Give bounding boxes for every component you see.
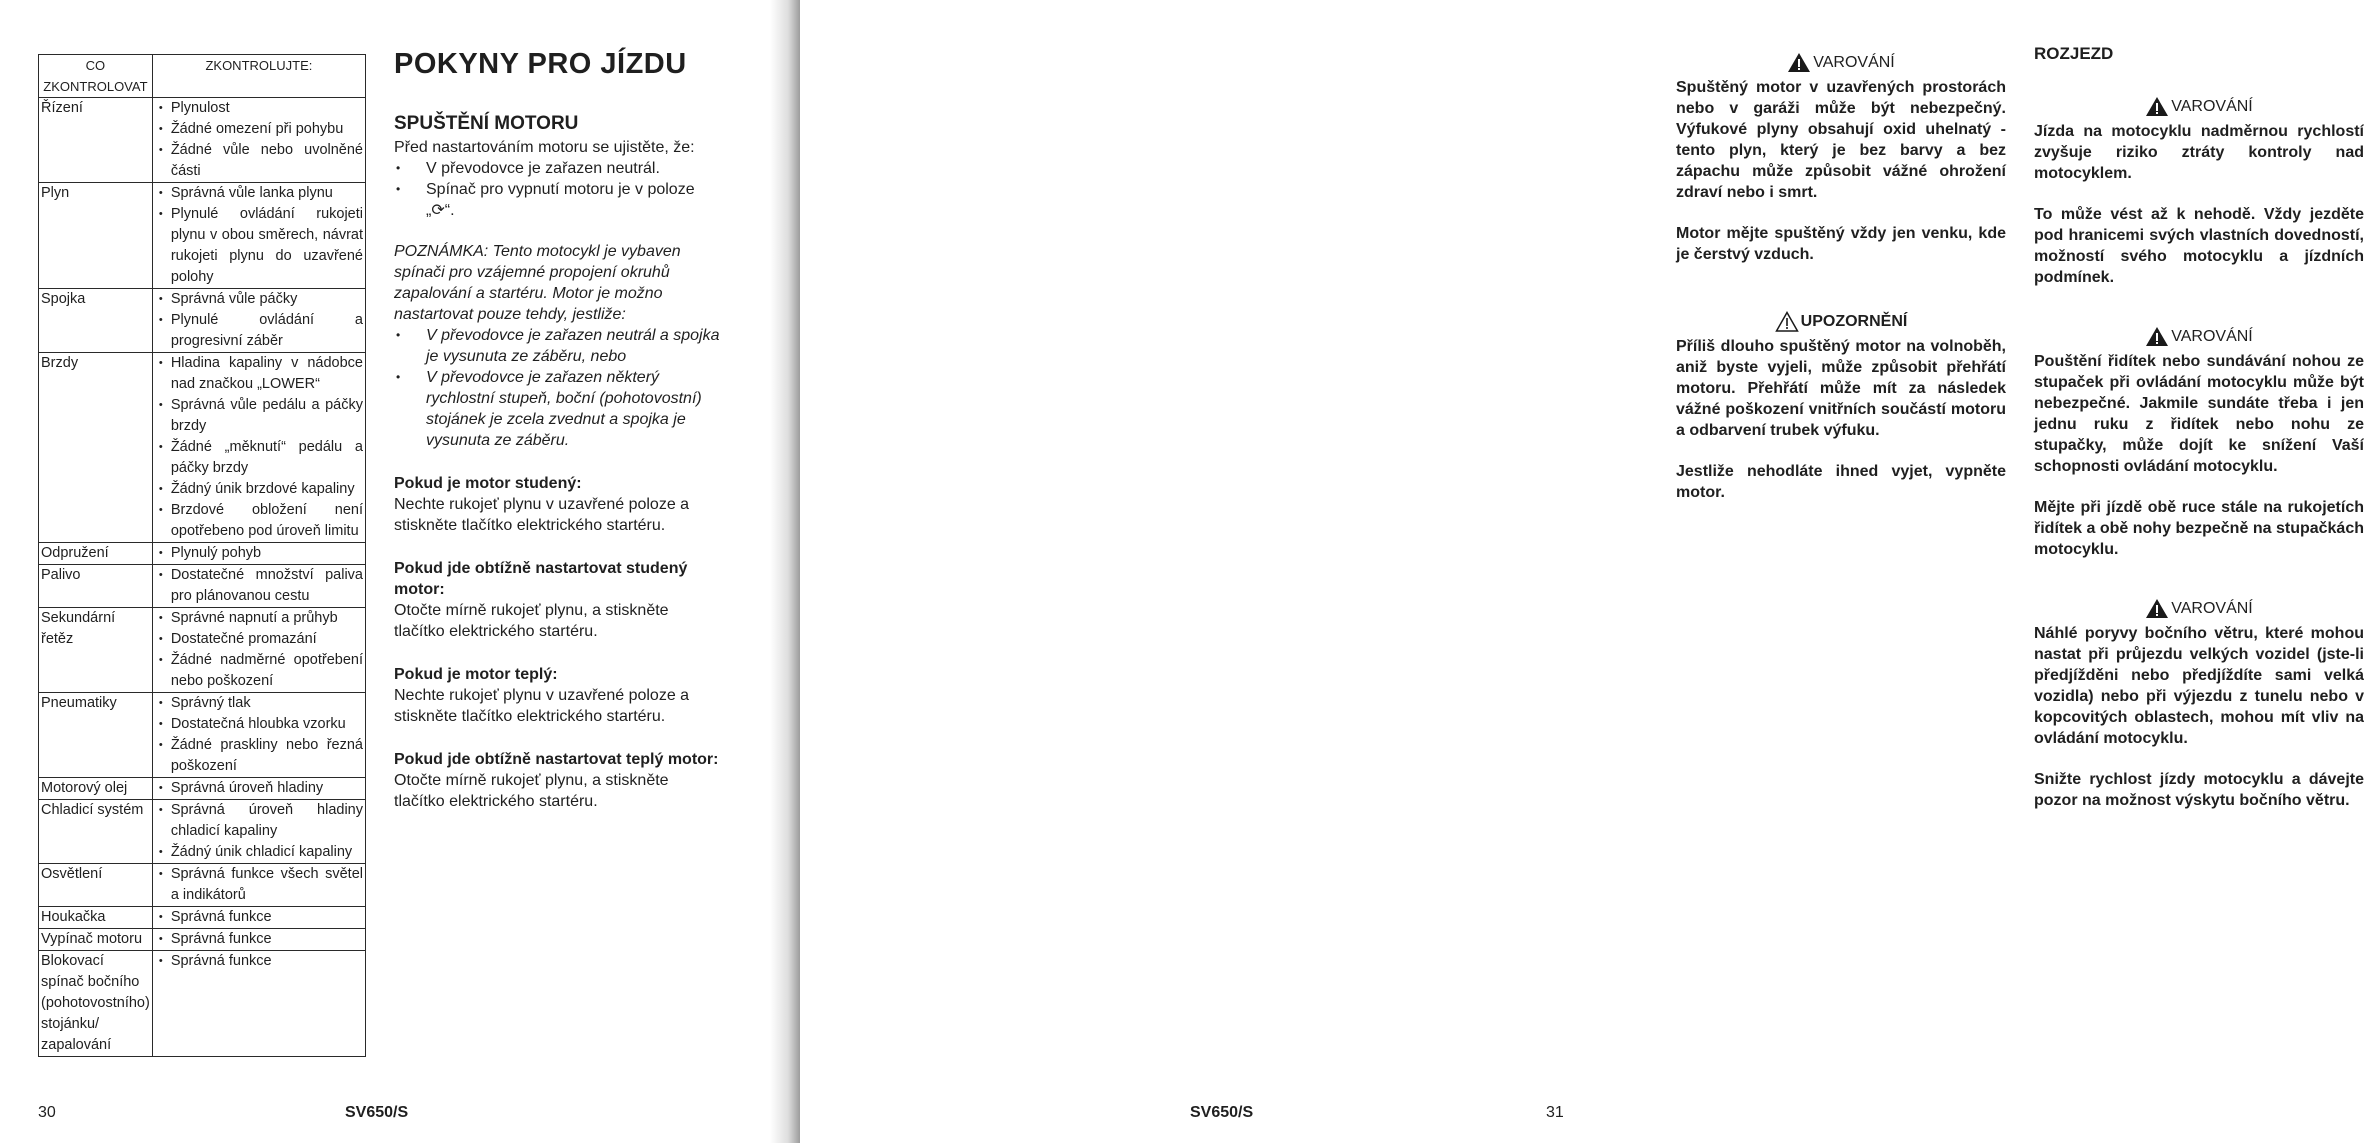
table-row: [39, 800, 366, 864]
criteria-item: • Správná funkce: [155, 907, 363, 928]
warning-column: [1676, 52, 2006, 503]
warning-label: VAROVÁNÍ: [2171, 97, 2253, 115]
warning-header: [1676, 52, 2006, 73]
criteria-item: • Správná funkce všech světel a indikátorů: [155, 864, 363, 906]
list-item: • V převodovce je zařazen některý rychlostní stupeň, boční (pohotovostní) stojánek je zcela zvednut a spojka je vysunuta ze záběru.: [394, 367, 722, 451]
criteria-item: • Žádný únik chladicí kapaliny: [155, 842, 363, 863]
warning-text: Motor mějte spuštěný vždy jen venku, kde je čerstvý vzduch.: [1676, 225, 2006, 263]
criteria-item: • Žádné vůle nebo uvolněné části: [155, 140, 363, 182]
check-criteria: [152, 907, 365, 929]
check-item: Odpružení: [39, 543, 153, 565]
warning-label: VAROVÁNÍ: [1813, 53, 1895, 71]
warning-text: Jízda na motocyklu nadměrnou rychlostí zvyšuje riziko ztráty kontroly nad motocyklem.: [2034, 123, 2364, 182]
page-31: [800, 0, 2364, 1143]
table-header-item: CO ZKONTROLOVAT: [39, 55, 153, 98]
check-item: Motorový olej: [39, 778, 153, 800]
table-row: [39, 183, 366, 289]
criteria-item: • Správná úroveň hladiny: [155, 778, 363, 799]
criteria-item: • Žádné nadměrné opotřebení nebo poškození: [155, 650, 363, 692]
table-header-check: ZKONTROLUJTE:: [152, 55, 365, 98]
warning-label: VAROVÁNÍ: [2171, 327, 2253, 345]
caution-icon: [1775, 311, 1799, 332]
check-criteria: [152, 608, 365, 693]
table-row: [39, 565, 366, 608]
check-criteria: [152, 800, 365, 864]
criteria-list: [155, 693, 363, 777]
criteria-list: [155, 864, 363, 906]
check-item: Vypínač motoru: [39, 929, 153, 951]
warning-icon: [2145, 96, 2169, 117]
model-name-left: SV650/S: [345, 1104, 409, 1121]
model-name-right: SV650/S: [1190, 1104, 1254, 1121]
criteria-list: [155, 800, 363, 863]
table-header-row: [39, 55, 366, 98]
check-criteria: [152, 98, 365, 183]
criteria-item: • Správná funkce: [155, 951, 363, 972]
page-number-left: 30: [38, 1104, 56, 1121]
warning-text: Pouštění řidítek nebo sundávání nohou ze stupaček při ovládání motocyklu může být nebezpečné. Jakmile sundáte třeba i jen jednu ruku z řidítek nebo nohu ze stupačky, může dojít ke snížení Vaší schopnosti ovládání motocyklu.: [2034, 353, 2364, 475]
cold-hard-heading: Pokud jde obtížně nastartovat studený motor:: [394, 560, 688, 598]
criteria-list: [155, 98, 363, 182]
table-row: [39, 929, 366, 951]
criteria-item: • Žádné „měknutí“ pedálu a páčky brzdy: [155, 437, 363, 479]
check-item: Brzdy: [39, 353, 153, 543]
check-criteria: [152, 693, 365, 778]
check-criteria: [152, 565, 365, 608]
warning-text: Snižte rychlost jízdy motocyklu a dávejte pozor na možnost výskytu bočního větru.: [2034, 771, 2364, 809]
list-item: • V převodovce je zařazen neutrál.: [394, 158, 722, 179]
criteria-item: • Správná funkce: [155, 929, 363, 950]
start-off-column: [2034, 44, 2364, 811]
cold-text: Nechte rukojeť plynu v uzavřené poloze a stiskněte tlačítko elektrického startéru.: [394, 496, 690, 534]
caution-text: Příliš dlouho spuštěný motor na volnoběh, aniž byste vyjeli, může způsobit přehřátí motoru. Přehřátí může mít za následek vážné poškození vnitřních součástí motoru a odbarvení trubek výfuku.: [1676, 338, 2006, 439]
cold-hard-text: Otočte mírně rukojeť plynu, a stiskněte tlačítko elektrického startéru.: [394, 602, 669, 640]
criteria-item: • Správný tlak: [155, 693, 363, 714]
check-item: Palivo: [39, 565, 153, 608]
caution-header: [1676, 311, 2006, 332]
table-row: [39, 543, 366, 565]
criteria-list: [155, 778, 363, 799]
warning-text: Náhlé poryvy bočního větru, které mohou nastat při průjezdu velkých vozidel (jste-li předjížděni nebo předjíždíte sami velká vozidla) nebo při výjezdu z tunelu nebo v kopcovitých oblastech, mohou mít vliv na ovládání motocyklu.: [2034, 625, 2364, 747]
criteria-item: • Plynulý pohyb: [155, 543, 363, 564]
criteria-list: [155, 543, 363, 564]
table-row: [39, 608, 366, 693]
check-item: Blokovací spínač bočního (pohotovostního) stojánku/ zapalování: [39, 951, 153, 1057]
check-item: Spojka: [39, 289, 153, 353]
criteria-item: • Dostatečná hloubka vzorku: [155, 714, 363, 735]
riding-instructions: [394, 48, 722, 812]
list-item: • Spínač pro vypnutí motoru je v poloze „⟳“.: [394, 179, 722, 221]
criteria-item: • Žádný únik brzdové kapaliny: [155, 479, 363, 500]
check-item: Houkačka: [39, 907, 153, 929]
criteria-item: • Správná vůle lanka plynu: [155, 183, 363, 204]
warning-label: VAROVÁNÍ: [2171, 599, 2253, 617]
criteria-list: [155, 289, 363, 352]
warning-header: [2034, 96, 2364, 117]
criteria-list: [155, 907, 363, 928]
criteria-list: [155, 565, 363, 607]
criteria-item: • Správná vůle pedálu a páčky brzdy: [155, 395, 363, 437]
check-item: Sekundární řetěz: [39, 608, 153, 693]
warm-heading: Pokud je motor teplý:: [394, 666, 558, 683]
check-criteria: [152, 778, 365, 800]
table-row: [39, 289, 366, 353]
criteria-item: • Hladina kapaliny v nádobce nad značkou „LOWER“: [155, 353, 363, 395]
check-criteria: [152, 864, 365, 907]
criteria-list: [155, 929, 363, 950]
section-title-rozjezd: ROZJEZD: [2034, 44, 2114, 63]
criteria-item: • Plynulost: [155, 98, 363, 119]
check-item: Řízení: [39, 98, 153, 183]
criteria-list: [155, 353, 363, 542]
criteria-list: [155, 608, 363, 692]
warning-text: To může vést až k nehodě. Vždy jezděte pod hranicemi svých vlastních dovedností, možností svého motocyklu a jízdních podmínek.: [2034, 206, 2364, 286]
table-body: [39, 98, 366, 1057]
table-row: [39, 693, 366, 778]
inspection-table: [38, 54, 366, 1057]
warning-icon: [1787, 52, 1811, 73]
criteria-item: • Žádné omezení při pohybu: [155, 119, 363, 140]
section-heading-start: SPUŠTĚNÍ MOTORU: [394, 113, 579, 134]
criteria-list: [155, 951, 363, 972]
warning-icon: [2145, 326, 2169, 347]
warm-text: Nechte rukojeť plynu v uzavřené poloze a stiskněte tlačítko elektrického startéru.: [394, 687, 690, 725]
check-criteria: [152, 353, 365, 543]
warm-hard-heading: Pokud jde obtížně nastartovat teplý motor:: [394, 751, 719, 768]
check-criteria: [152, 951, 365, 1057]
table-row: [39, 951, 366, 1057]
check-item: Osvětlení: [39, 864, 153, 907]
check-criteria: [152, 543, 365, 565]
check-item: Chladicí systém: [39, 800, 153, 864]
warning-header: [2034, 326, 2364, 347]
check-criteria: [152, 183, 365, 289]
criteria-item: • Dostatečné množství paliva pro plánovanou cestu: [155, 565, 363, 607]
criteria-list: [155, 183, 363, 288]
page-number-right: 31: [1546, 1104, 1564, 1121]
criteria-item: • Správná vůle páčky: [155, 289, 363, 310]
warm-hard-text: Otočte mírně rukojeť plynu, a stiskněte tlačítko elektrického startéru.: [394, 772, 669, 810]
check-criteria: [152, 289, 365, 353]
criteria-item: • Dostatečné promazání: [155, 629, 363, 650]
cold-heading: Pokud je motor studený:: [394, 475, 582, 492]
criteria-item: • Plynulé ovládání rukojeti plynu v obou směrech, návrat rukojeti plynu do uzavřené polohy: [155, 204, 363, 288]
warning-header: [2034, 598, 2364, 619]
list-item: • V převodovce je zařazen neutrál a spojka je vysunuta ze záběru, nebo: [394, 325, 722, 367]
start-bullets: [394, 158, 722, 221]
warning-text: Spuštěný motor v uzavřených prostorách nebo v garáži může být nebezpečný. Výfukové plyny obsahují oxid uhelnatý - tento plyn, který je bez barvy a bez zápachu může způsobit vážné ohrožení zdraví nebo i smrt.: [1676, 79, 2006, 201]
check-criteria: [152, 929, 365, 951]
table-row: [39, 907, 366, 929]
criteria-item: • Správná úroveň hladiny chladicí kapaliny: [155, 800, 363, 842]
note-text: POZNÁMKA: Tento motocykl je vybaven spínači pro vzájemné propojení okruhů zapalování a startéru. Motor je možno nastartovat pouze tehdy, jestliže:: [394, 243, 681, 323]
table-row: [39, 98, 366, 183]
caution-text: Jestliže nehodláte ihned vyjet, vypněte motor.: [1676, 463, 2006, 501]
page-30: [0, 0, 790, 1143]
caution-label: UPOZORNĚNÍ: [1800, 312, 1908, 330]
criteria-item: • Žádné praskliny nebo řezná poškození: [155, 735, 363, 777]
check-item: Pneumatiky: [39, 693, 153, 778]
warning-icon: [2145, 598, 2169, 619]
table-row: [39, 864, 366, 907]
criteria-item: • Plynulé ovládání a progresivní záběr: [155, 310, 363, 352]
page-title: POKYNY PRO JÍZDU: [394, 48, 687, 80]
criteria-item: • Brzdové obložení není opotřebeno pod úroveň limitu: [155, 500, 363, 542]
check-item: Plyn: [39, 183, 153, 289]
criteria-item: • Správné napnutí a průhyb: [155, 608, 363, 629]
note-bullets: [394, 325, 722, 451]
table-row: [39, 778, 366, 800]
table-row: [39, 353, 366, 543]
start-intro: Před nastartováním motoru se ujistěte, že:: [394, 139, 695, 156]
warning-text: Mějte při jízdě obě ruce stále na rukojetích řidítek a obě nohy bezpečně na stupačkách motocyklu.: [2034, 499, 2364, 558]
